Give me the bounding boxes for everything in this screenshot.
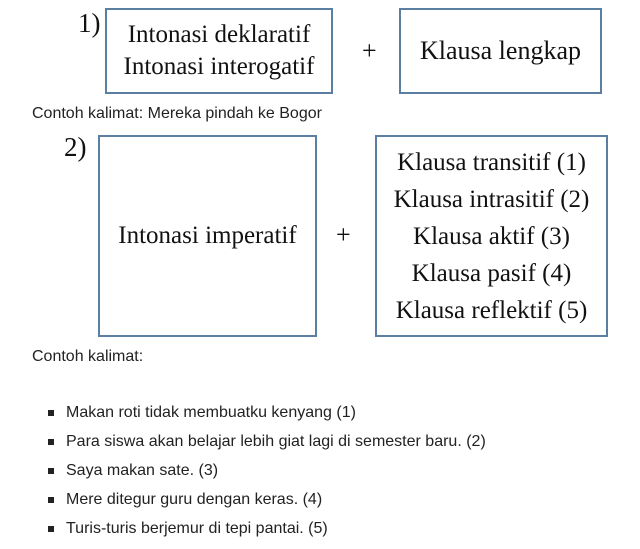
diagram-2-left-box [98,135,317,337]
diagram-2-number: 2) [64,132,87,162]
diagram-1-left-box [105,8,333,94]
example-text: Makan roti tidak membuatku kenyang (1) [66,404,356,421]
diagram-2-right-line-3: Klausa aktif (3) [413,222,570,250]
diagram-2-right-box [375,135,608,337]
diagram-1-right-text: Klausa lengkap [419,36,581,65]
caption-1: Contoh kalimat: Mereka pindah ke Bogor [32,105,322,122]
diagram-2-plus: + [336,220,351,249]
example-text: Saya makan sate. (3) [66,462,219,479]
example-text: Turis-turis berjemur di tepi pantai. (5) [66,520,328,537]
example-text: Mere ditegur guru dengan keras. (4) [66,491,323,508]
list-item [44,514,486,543]
bullet-icon [48,468,54,474]
diagram-2-left-text: Intonasi imperatif [118,222,297,249]
example-text: Para siswa akan belajar lebih giat lagi di semester baru. (2) [66,433,486,450]
diagram-1-number: 1) [78,8,101,38]
diagram-2-right-line-1: Klausa transitif (1) [397,148,586,176]
bullet-icon [48,497,54,503]
list-item [44,485,486,514]
diagram-1-right-box [399,8,602,94]
diagram-1-left-line-2: Intonasi interogatif [123,53,315,80]
list-item [44,456,486,485]
examples-list [44,398,486,543]
diagram-1-plus: + [362,36,377,65]
diagram-1-left-line-1: Intonasi deklaratif [127,21,311,48]
bullet-icon [48,410,54,416]
list-item [44,398,486,427]
diagram-2-right-line-5: Klausa reflektif (5) [395,296,588,324]
diagram-2-right-line-2: Klausa intrasitif (2) [393,185,590,213]
diagram-2-right-line-4: Klausa pasif (4) [411,259,572,287]
list-item [44,427,486,456]
caption-2: Contoh kalimat: [32,348,144,365]
bullet-icon [48,526,54,532]
bullet-icon [48,439,54,445]
diagram-1 [72,0,612,98]
diagram-2 [60,126,620,342]
